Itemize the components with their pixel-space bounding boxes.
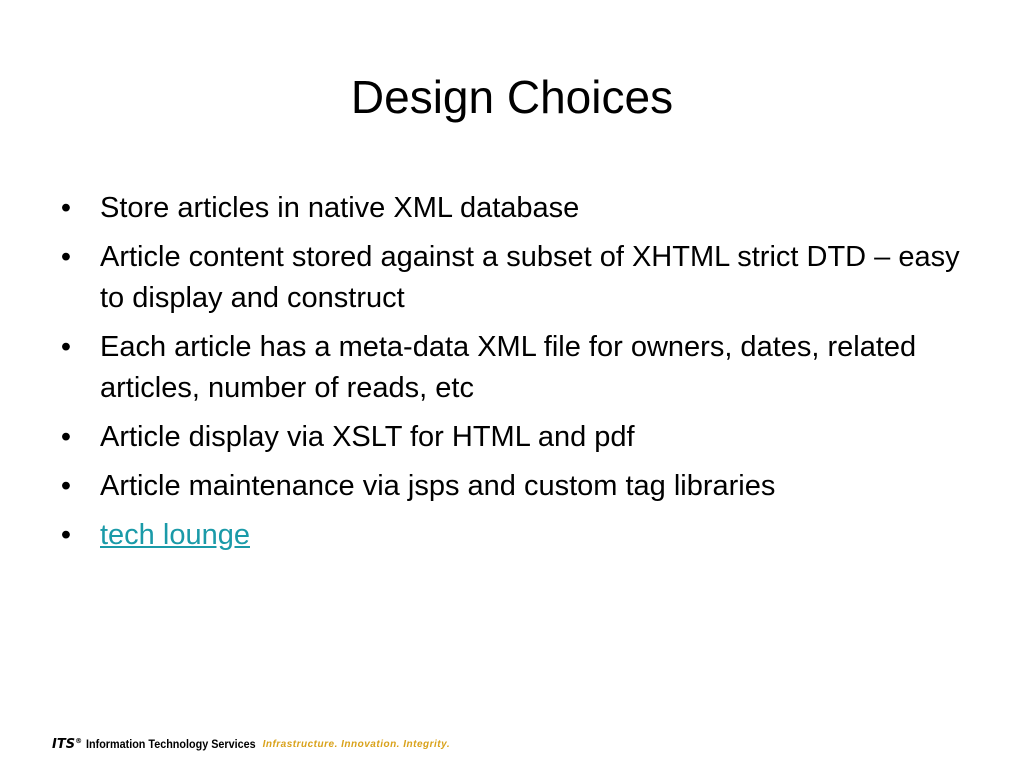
list-item xyxy=(56,515,976,556)
logo-text: ITS xyxy=(52,736,76,752)
list-item xyxy=(56,466,976,507)
bullet-icon: • xyxy=(60,470,72,502)
bullet-icon: • xyxy=(60,421,72,453)
slide-title: Design Choices xyxy=(350,71,674,123)
footer xyxy=(52,734,450,754)
bullet-icon: • xyxy=(60,519,72,551)
tagline: Infrastructure. Innovation. Integrity. xyxy=(262,738,451,750)
bullet-text: Store articles in native XML database xyxy=(100,192,580,224)
bullet-icon: • xyxy=(60,241,72,273)
org-name: Information Technology Services xyxy=(86,737,256,751)
bullet-text: Article maintenance via jsps and custom tag libraries xyxy=(100,470,776,502)
its-logo xyxy=(52,737,86,752)
list-item xyxy=(56,188,976,229)
tech-lounge-link[interactable]: tech lounge xyxy=(100,519,250,551)
list-item xyxy=(56,417,976,458)
bullet-icon: • xyxy=(60,331,72,363)
bullet-text: Article display via XSLT for HTML and pdf xyxy=(100,421,635,453)
list-item xyxy=(56,237,976,319)
bullet-icon: • xyxy=(60,192,72,224)
list-item xyxy=(56,327,976,409)
bullet-list xyxy=(56,188,976,564)
registered-mark: ® xyxy=(75,736,83,745)
bullet-text: Article content stored against a subset of XHTML strict DTD – easy to display and construct xyxy=(100,241,960,314)
bullet-text: Each article has a meta-data XML file for owners, dates, related articles, number of reads, etc xyxy=(100,331,917,404)
